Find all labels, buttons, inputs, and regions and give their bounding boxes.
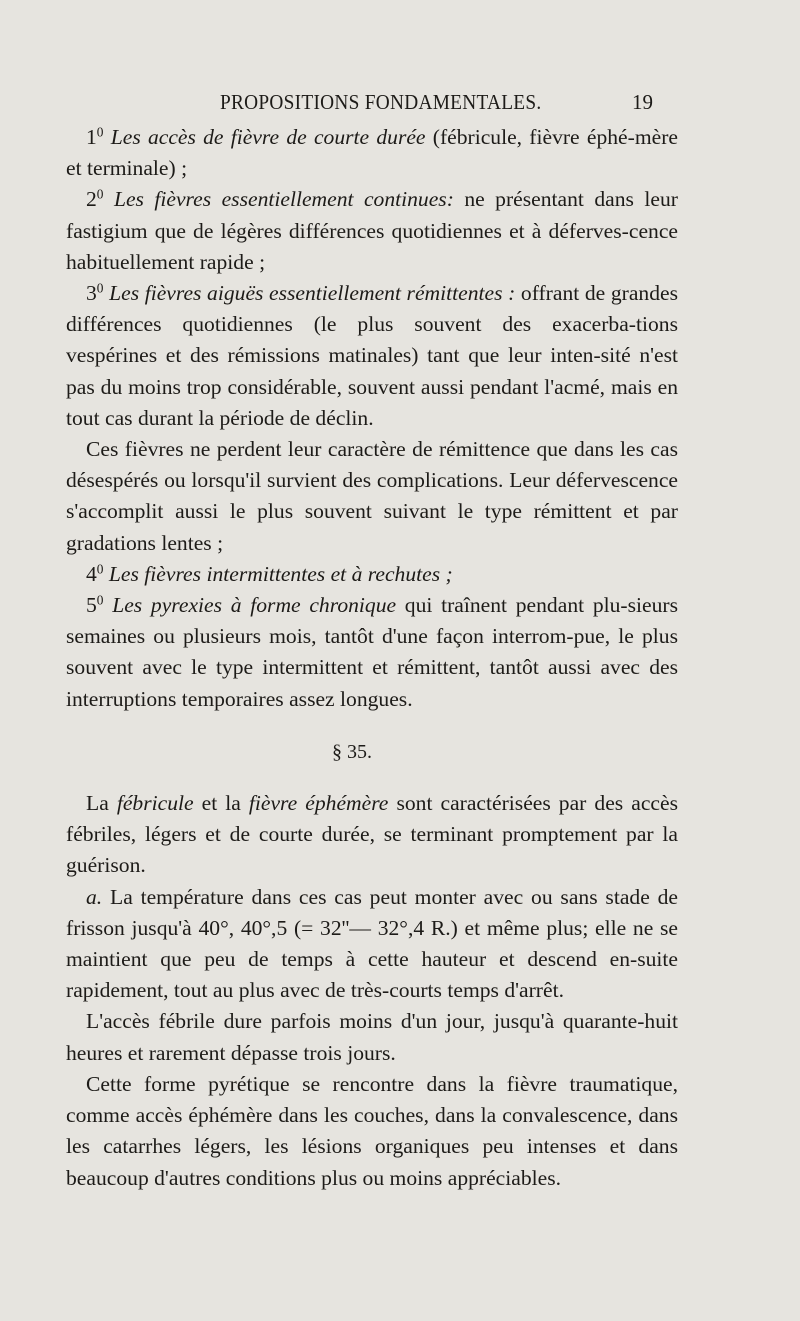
item-number: 1 (86, 125, 97, 149)
degree-mark: 0 (96, 592, 104, 608)
paragraph-remittence: Ces fièvres ne perdent leur caractère de rémittence que dans les cas désespérés ou lorsqu'il survient des complications. Leur défervescence s'accomplit aussi le plus souvent suivant le type rémittent et par gradations lentes ; (66, 437, 678, 555)
paragraph-febricule (66, 788, 678, 882)
paragraph-label: a. (86, 884, 103, 909)
degree-mark: 0 (96, 561, 104, 577)
text-run: La (86, 791, 117, 816)
item-number: 5 (86, 593, 97, 618)
item-term: Les fièvres intermittentes et à rechutes ; (108, 561, 453, 586)
italic-term: fièvre éphémère (248, 791, 389, 816)
page-number: 19 (632, 90, 653, 114)
item-text: ne présentant dans leur fastigium que de légères différences quotidiennes et à déferves-cence habituellement rapide ; (66, 187, 678, 274)
list-item-2 (66, 184, 678, 278)
item-number: 4 (86, 561, 97, 586)
degree-mark: 0 (96, 124, 104, 140)
item-term: Les pyrexies à forme chronique (112, 593, 397, 618)
item-number: 2 (86, 187, 97, 212)
page-header (0, 90, 800, 120)
body-text (66, 122, 678, 1194)
item-term: Les fièvres essentiellement continues: (113, 187, 454, 212)
item-text: (fébricule, fièvre éphé-mère et terminale) ; (66, 125, 678, 181)
degree-mark: 0 (96, 280, 104, 296)
paragraph-forme: Cette forme pyrétique se rencontre dans la fièvre traumatique, comme accès éphémère dans les couches, dans la convalescence, dans les catarrhes légers, les lésions organiques peu intenses et dans beaucoup d'autres conditions plus ou moins appréciables. (66, 1071, 678, 1190)
item-text: offrant de grandes différences quotidiennes (le plus souvent des exacerba-tions vespérines et des rémissions matinales) tant que leur inten-sité n'est pas du moins trop considérable, souvent aussi pendant l'acmé, mais en tout cas durant la période de déclin. (66, 281, 678, 430)
item-term: Les accès de fièvre de courte durée (110, 125, 426, 149)
list-item-4 (66, 559, 678, 590)
degree-mark: 0 (96, 187, 104, 203)
paragraph-acces: L'accès fébrile dure parfois moins d'un jour, jusqu'à quarante-huit heures et rarement dépasse trois jours. (66, 1009, 678, 1065)
item-text: qui traînent pendant plu-sieurs semaines ou plusieurs mois, tantôt d'une façon interrom-pue, le plus souvent avec le type intermittent et rémittent, tantôt aussi avec des interruptions temporaires assez longues. (66, 593, 678, 711)
section-heading: § 35. (332, 740, 372, 763)
paragraph-text: La température dans ces cas peut monter avec ou sans stade de frisson jusqu'à 40°, 40°,5 (= 32''— 32°,4 R.) et même plus; elle ne se maintient que peu de temps à cette hauteur et descend en-suite rapidement, tout au plus avec de très-courts temps d'arrêt. (66, 884, 678, 1003)
running-title: PROPOSITIONS FONDAMENTALES. (220, 90, 542, 114)
paragraph-a (66, 882, 678, 1007)
list-item-5 (66, 590, 678, 715)
item-number: 3 (86, 281, 97, 306)
item-term: Les fièvres aiguës essentiellement rémittentes : (109, 281, 516, 306)
text-run: et la (193, 791, 249, 816)
list-item-1 (66, 122, 678, 184)
list-item-3 (66, 278, 678, 434)
italic-term: fébricule (116, 791, 194, 816)
text-run: sont caractérisées par des accès fébriles, légers et de courte durée, se terminant promptement par la guérison. (66, 791, 678, 878)
